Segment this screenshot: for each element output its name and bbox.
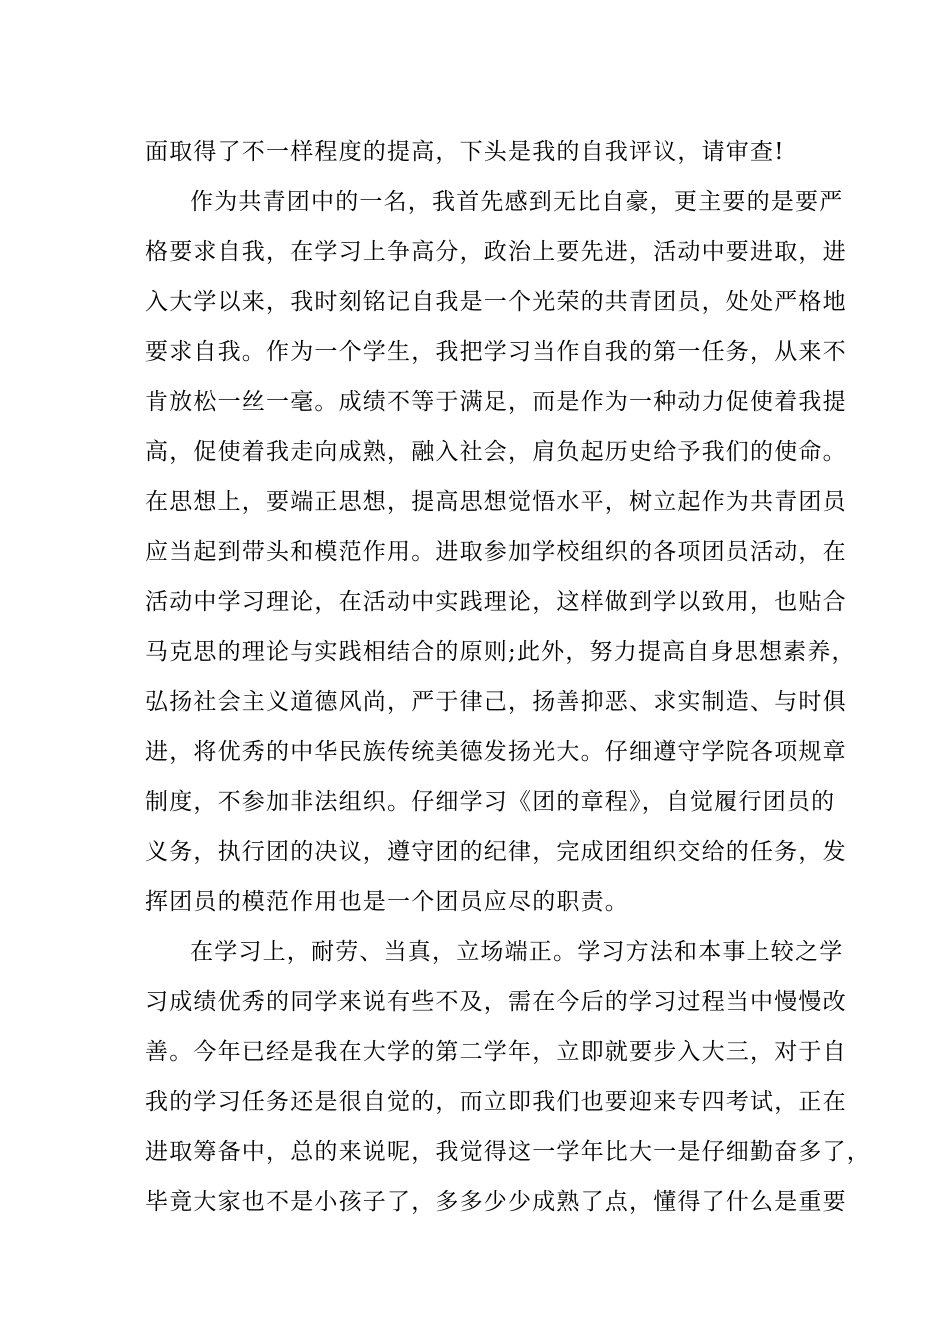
- text-line-1: 面取得了不一样程度的提高，下头是我的自我评议，请审查!: [145, 139, 785, 165]
- text-line-5: 要求自我。作为一个学生，我把学习当作自我的第一任务，从来不: [145, 339, 847, 365]
- text-line-6: 肯放松一丝一毫。成绩不等于满足，而是作为一种动力促使着我提: [145, 389, 847, 415]
- text-line-10: 活动中学习理论，在活动中实践理论，这样做到学以致用，也贴合: [145, 589, 847, 615]
- text-line-2-paragraph-start: 作为共青团中的一名，我首先感到无比自豪，更主要的是要严: [190, 189, 844, 215]
- text-line-15: 义务，执行团的决议，遵守团的纪律，完成团组织交给的任务，发: [145, 839, 847, 865]
- text-line-3: 格要求自我，在学习上争高分，政治上要先进，活动中要进取，进: [145, 239, 847, 265]
- text-line-7: 高，促使着我走向成熟，融入社会，肩负起历史给予我们的使命。: [145, 439, 847, 465]
- text-line-14: 制度，不参加非法组织。仔细学习《团的章程》，自觉履行团员的: [145, 789, 836, 815]
- text-line-11: 马克思的理论与实践相结合的原则;此外，努力提高自身思想素养，: [145, 639, 856, 665]
- text-line-4: 入大学以来，我时刻铭记自我是一个光荣的共青团员，处处严格地: [145, 289, 847, 315]
- text-line-9: 应当起到带头和模范作用。进取参加学校组织的各项团员活动，在: [145, 539, 847, 565]
- text-line-17-paragraph-start: 在学习上，耐劳、当真，立场端正。学习方法和本事上较之学: [190, 939, 844, 965]
- text-line-22: 毕竟大家也不是小孩子了，多多少少成熟了点，懂得了什么是重要: [145, 1189, 847, 1215]
- text-line-18: 习成绩优秀的同学来说有些不及，需在今后的学习过程当中慢慢改: [145, 989, 847, 1015]
- text-line-12: 弘扬社会主义道德风尚，严于律己，扬善抑恶、求实制造、与时俱: [145, 689, 847, 715]
- text-line-16: 挥团员的模范作用也是一个团员应尽的职责。: [145, 889, 629, 915]
- text-line-20: 我的学习任务还是很自觉的，而立即我们也要迎来专四考试，正在: [145, 1089, 847, 1115]
- text-line-8: 在思想上，要端正思想，提高思想觉悟水平，树立起作为共青团员: [145, 489, 847, 515]
- text-line-19: 善。今年已经是我在大学的第二学年，立即就要步入大三，对于自: [145, 1039, 847, 1065]
- text-line-21: 进取筹备中，总的来说呢，我觉得这一学年比大一是仔细勤奋多了，: [145, 1139, 871, 1165]
- text-line-13: 进，将优秀的中华民族传统美德发扬光大。仔细遵守学院各项规章: [145, 739, 847, 765]
